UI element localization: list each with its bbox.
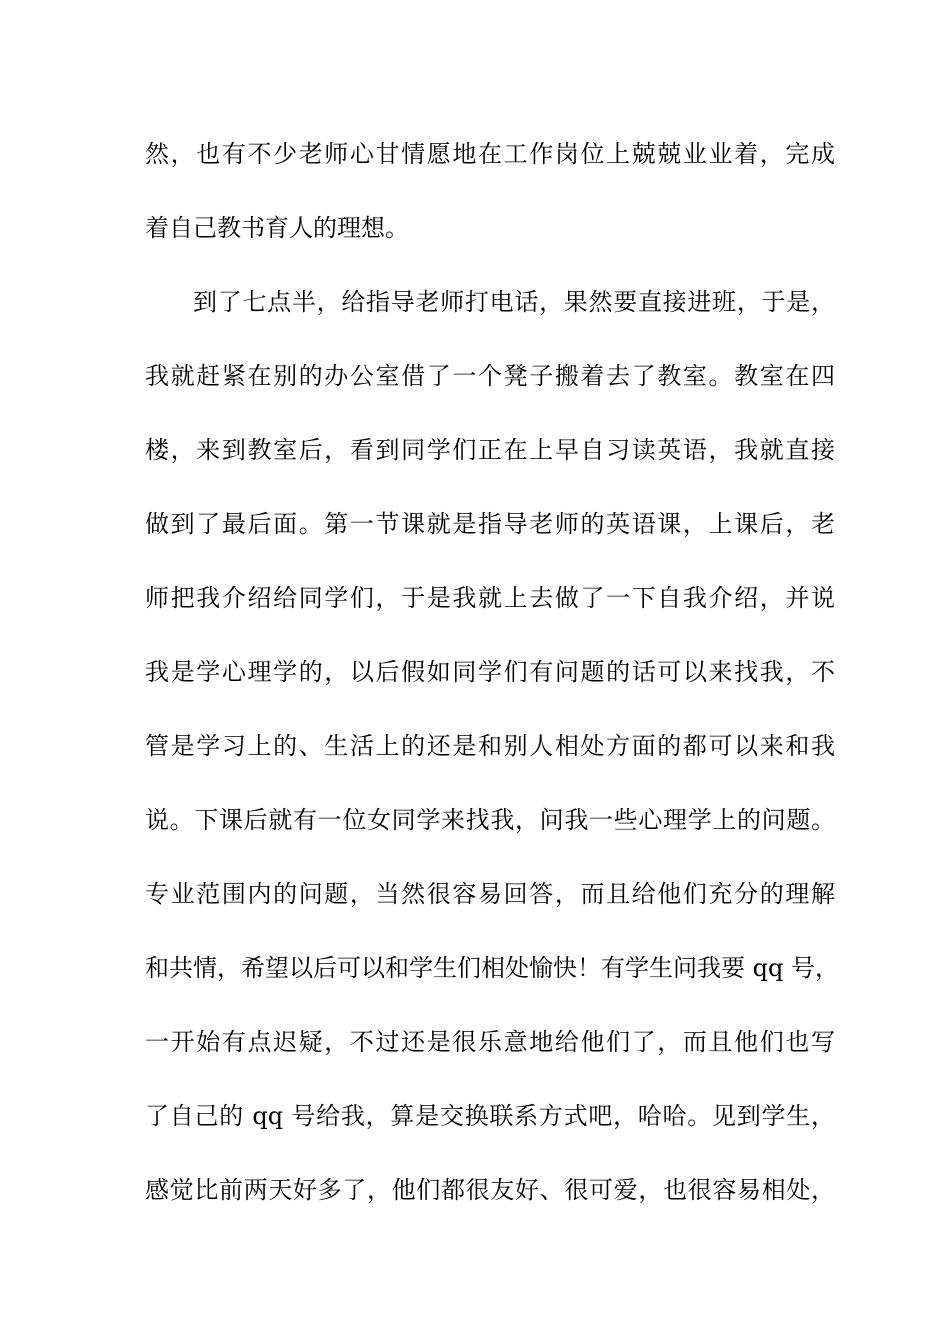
text-line: 我是学心理学的，以后假如同学们有问题的话可以来找我，不 [145,658,835,686]
text-line: 感觉比前两天好多了，他们都很友好、很可爱，也很容易相处， [145,1176,835,1204]
text-line: 我就赶紧在别的办公室借了一个凳子搬着去了教室。教室在四 [145,362,835,390]
text-line: 管是学习上的、生活上的还是和别人相处方面的都可以来和我 [145,732,835,760]
text-line: 着自己教书育人的理想。 [145,214,409,242]
text-line: 说。下课后就有一位女同学来找我，问我一些心理学上的问题。 [145,806,835,834]
text-line: 了自己的 qq 号给我，算是交换联系方式吧，哈哈。见到学生， [145,1102,835,1130]
text-line: 和共情，希望以后可以和学生们相处愉快！有学生问我要 qq 号， [145,954,839,982]
text-line: 然，也有不少老师心甘情愿地在工作岗位上兢兢业业着，完成 [145,140,835,168]
text-line: 做到了最后面。第一节课就是指导老师的英语课，上课后，老 [145,510,835,538]
text-line: 一开始有点迟疑，不过还是很乐意地给他们了，而且他们也写 [145,1028,835,1056]
paragraph-first-line: 到了七点半，给指导老师打电话，果然要直接进班，于是， [193,288,835,316]
text-line: 专业范围内的问题，当然很容易回答，而且给他们充分的理解 [145,880,835,908]
text-line: 师把我介绍给同学们，于是我就上去做了一下自我介绍，并说 [145,584,835,612]
text-line: 楼，来到教室后，看到同学们正在上早自习读英语，我就直接 [145,436,835,464]
